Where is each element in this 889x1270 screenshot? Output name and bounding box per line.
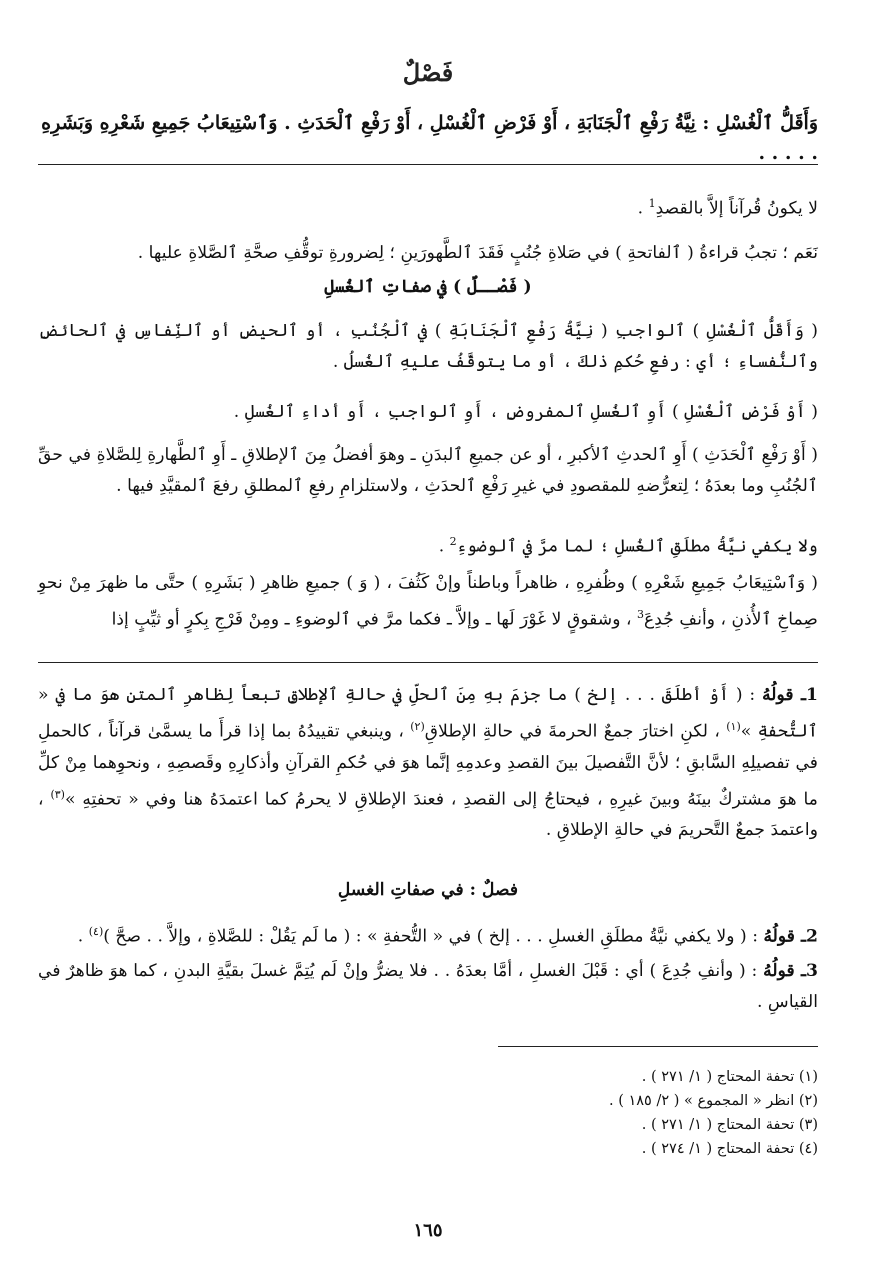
sharh-paragraph-7: ( وَٱسْتِيعَابُ جَمِيعِ شَعْرِهِ ) وظُفرِهِ ، ظاهراً وباطناً وإنْ كَثُفَ ، ( وَ ) جميعِ ظاهرِ ( بَشَرِهِ ) حتَّى ما ظهرَ مِنْ نحوِ صِماخِ ٱلأُذنِ ، وأنفِ جُدِعَ$^3$ ، وشقوقٍ لا غَوْرَ لَها ـ وإلاَّ ـ فكما مرَّ في ٱلوضوءِ ـ ومِنْ فَرْجِ بِكرٍ أو ثيِّبٍ إذا (38, 573, 818, 630)
matn-divider (38, 164, 818, 165)
footnote-ref[interactable]: (٣) (50, 787, 65, 801)
sharh-paragraph-2: نَعَم ؛ تجبُ قراءةُ ( ٱلفاتحةِ ) في صَلاةِ جُنُبٍ فَقَدَ ٱلطَّهورَينِ ؛ لِضرورةِ توقُّفِ صحَّةِ ٱلصَّلاةِ عليها . (137, 243, 818, 263)
note-number: 3 (806, 961, 818, 981)
hashiya-note-3: 3ـ قولُهُ : ( وأنفِ جُدِعَ ) أي : قَبْلَ الغسلِ ، أمَّا بعدَهُ . . فلا يضرُّ وإنْ لَم يُتِمَّ غسلَ بقيَّةِ البدنِ ، كما هوَ ظاهرٌ في القياسِ . (38, 961, 818, 1012)
hashiya-heading: فصلٌ : في صفاتِ الغسلِ (337, 880, 519, 900)
sharh-paragraph-4: ( أَوْ فَرْضِ ٱلْغُسْلِ ) أَوِ ٱلغُسلِ ٱلمفروضِ ، أَوِ ٱلواجبِ ، أَو أداءِ ٱلغُسلِ . (233, 402, 818, 422)
footnote-4: (٤) تحفة المحتاج ( ١/ ٢٧٤ ) . (641, 1141, 818, 1157)
footnote-ref[interactable]: (١) (726, 720, 741, 733)
sharh-paragraph-1: لا يكونُ قُرآناً إلاَّ بالقصدِ$^1$ . (637, 197, 818, 219)
ref-marker[interactable]: 3 (637, 608, 645, 621)
book-page (38, 40, 818, 1260)
ref-marker[interactable]: 1 (648, 197, 656, 210)
footnote-ref[interactable]: (٢) (410, 720, 425, 733)
sharh-paragraph-5: ( أَوْ رَفْعِ ٱلْحَدَثِ ) أَوِ ٱلحدثِ ٱلأكبرِ ، أو عن جميعِ ٱلبدَنِ ـ وهوَ أفضلُ مِنَ ٱلإطلاقِ ـ أَوِ ٱلطَّهارةِ لِلصَّلاةِ في حقِّ ٱلجُنُبِ وما بعدَهُ ؛ لِتعرُّضهِ للمقصودِ في غيرِ رَفْعِ ٱلحدَثِ ، ولاستلزامِ رفعِ ٱلمطلقِ رفعَ ٱلمقيَّدِ فيها . (38, 445, 818, 496)
note-number: 1 (806, 685, 818, 705)
sharh-paragraph-3: ( وَأَقَلُّ ٱلْغُسْلِ ) ٱلواجبِ ( نِيَّةُ رَفْعِ ٱلْجَنَابَةِ ) في ٱلْجُنُبِ ، أو ٱلحيضِ أو ٱلنِّفاسِ في ٱلحائضِ وٱلنُّفساءِ ؛ أي : رفعِ حُكمِ ذلكَ ، أو ما يتوقَّفُ عليهِ ٱلغُسلُ . (38, 321, 818, 372)
section-ornament-title: فَصْلٌ (402, 58, 454, 87)
hashiya-divider (38, 662, 818, 663)
hashiya-note-1: 1ـ قولُهُ : ( أَوْ أطلَقَ . . . إلخ ) ما جزمَ بهِ مِنَ ٱلحلِّ في حالةِ ٱلإطلاقِ تبعاً لِظاهرِ ٱلمتنِ هوَ ما في « ٱلتُّحفةِ »$^{(١)}$ ، لكنِ اختارَ جمعٌ الحرمةَ في حالةِ الإطلاقِ$^{(٢)}$ ، وينبغي تقييدُهُ بما إذا قرأَ ما يسمَّىٰ قرآناً ، كالحملِ في تفصيلِهِ السَّابقِ ؛ لأنَّ التَّفصيلَ بينَ القصدِ وعدمِهِ إنَّما هوَ في حُكمِ القرآنِ وأذكارِهِ وقَصصِهِ ، ونحوِهما مِنْ كلِّ ما هوَ مشتركٌ بينَهُ وبينَ غيرِهِ ، فيحتاجُ إلى القصدِ ، فعندَ الإطلاقِ لا يحرمُ كما اعتمدَهُ هنا وفي « تحفتِهِ »$^{(٣)}$ ، واعتمدَ جمعٌ التَّحريمَ في حالةِ الإطلاقِ . (38, 685, 818, 841)
note-number: 2 (806, 926, 818, 947)
footnote-2: (٢) انظر « المجموع » ( ٢/ ١٨٥ ) . (608, 1093, 818, 1109)
ref-marker[interactable]: 2 (449, 535, 457, 548)
footnote-1: (١) تحفة المحتاج ( ١/ ٢٧١ ) . (641, 1069, 818, 1085)
page-number: ١٦٥ (413, 1220, 443, 1241)
matn-text: وَأَقَلُّ ٱلْغُسْلِ : نِيَّةُ رَفْعِ ٱلْجَنَابَةِ ، أَوْ فَرْضِ ٱلْغُسْلِ ، أَوْ رَفْعِ ٱلْحَدَثِ . وَٱسْتِيعَابُ جَمِيعِ شَعْرِهِ وَبَشَرِهِ . . . . . (41, 112, 818, 164)
sharh-paragraph-6: ولا يكفي نيَّةُ مطلَقِ ٱلغُسلِ ؛ لما مرَّ في ٱلوضوءِ$^2$ . (438, 535, 818, 557)
hashiya-note-2: 2ـ قولُهُ : ( ولا يكفي نيَّةُ مطلَقِ الغسلِ . . . إلخ ) في « التُّحفةِ » : ( ما لَم يَقُلْ : للصَّلاةِ ، وإلاَّ . . صحَّ )$^{(٤)}$ . (77, 925, 818, 947)
footnote-divider (498, 1046, 818, 1047)
section-heading: ( فَصْــلٌ ) في صفاتِ ٱلغُسلِ (324, 277, 532, 297)
footnote-3: (٣) تحفة المحتاج ( ١/ ٢٧١ ) . (641, 1117, 818, 1133)
footnote-ref[interactable]: (٤) (88, 925, 104, 938)
